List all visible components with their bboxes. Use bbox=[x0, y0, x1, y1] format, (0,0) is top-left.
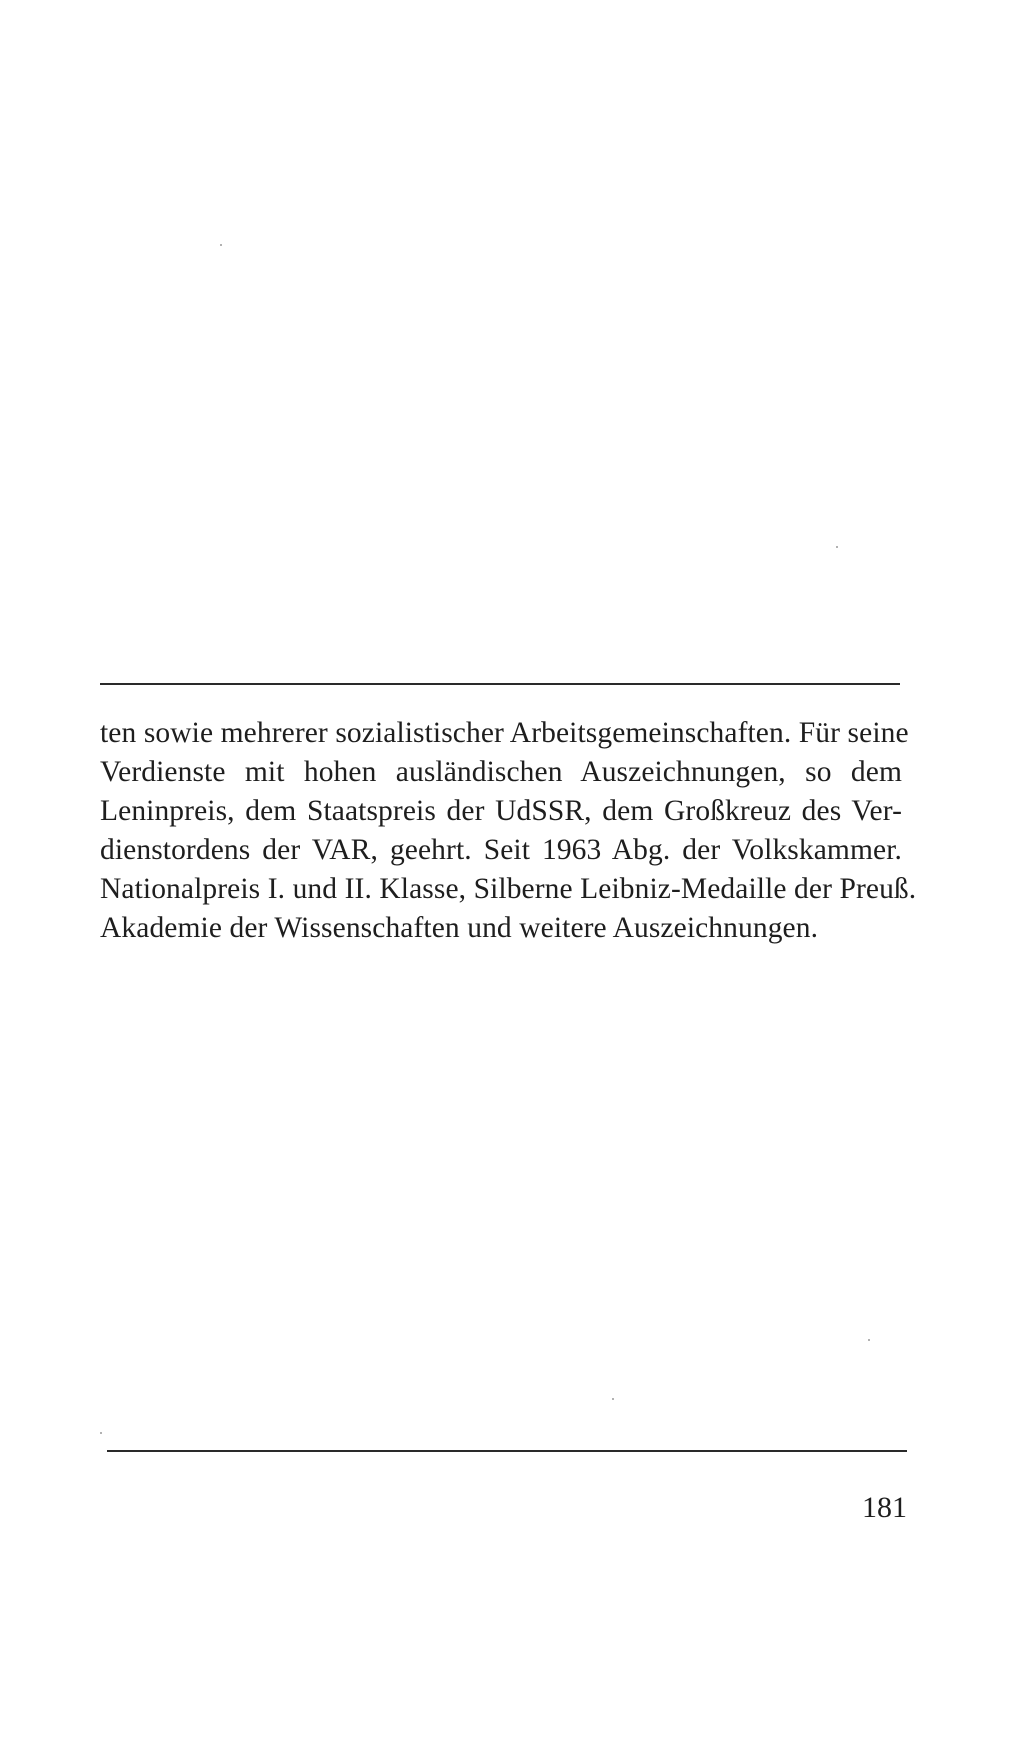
footer-rule bbox=[107, 1450, 907, 1452]
scan-speck bbox=[868, 1339, 870, 1341]
footnote-line: Akademie der Wissenschaften und weitere Auszeichnungen. bbox=[100, 912, 819, 944]
footnote-line: Leninpreis, dem Staatspreis der UdSSR, dem Großkreuz des Ver- bbox=[100, 795, 902, 827]
page-number: 181 bbox=[862, 1491, 907, 1524]
scan-speck bbox=[612, 1398, 614, 1400]
footnote-line: Nationalpreis I. und II. Klasse, Silberne Leibniz-Medaille der Preuß. bbox=[100, 873, 917, 905]
scan-speck bbox=[100, 1432, 102, 1434]
footnote-line: ten sowie mehrerer sozialistischer Arbeitsgemeinschaften. Für seine bbox=[100, 717, 909, 749]
scan-speck bbox=[220, 244, 222, 246]
footnote-line: Verdienste mit hohen ausländischen Auszeichnungen, so dem bbox=[100, 756, 902, 788]
footnote-separator-rule bbox=[100, 683, 900, 685]
footnote-line: dienstordens der VAR, geehrt. Seit 1963 Abg. der Volkskammer. bbox=[100, 834, 902, 866]
footnote-text bbox=[100, 714, 917, 948]
scan-speck bbox=[836, 546, 838, 548]
